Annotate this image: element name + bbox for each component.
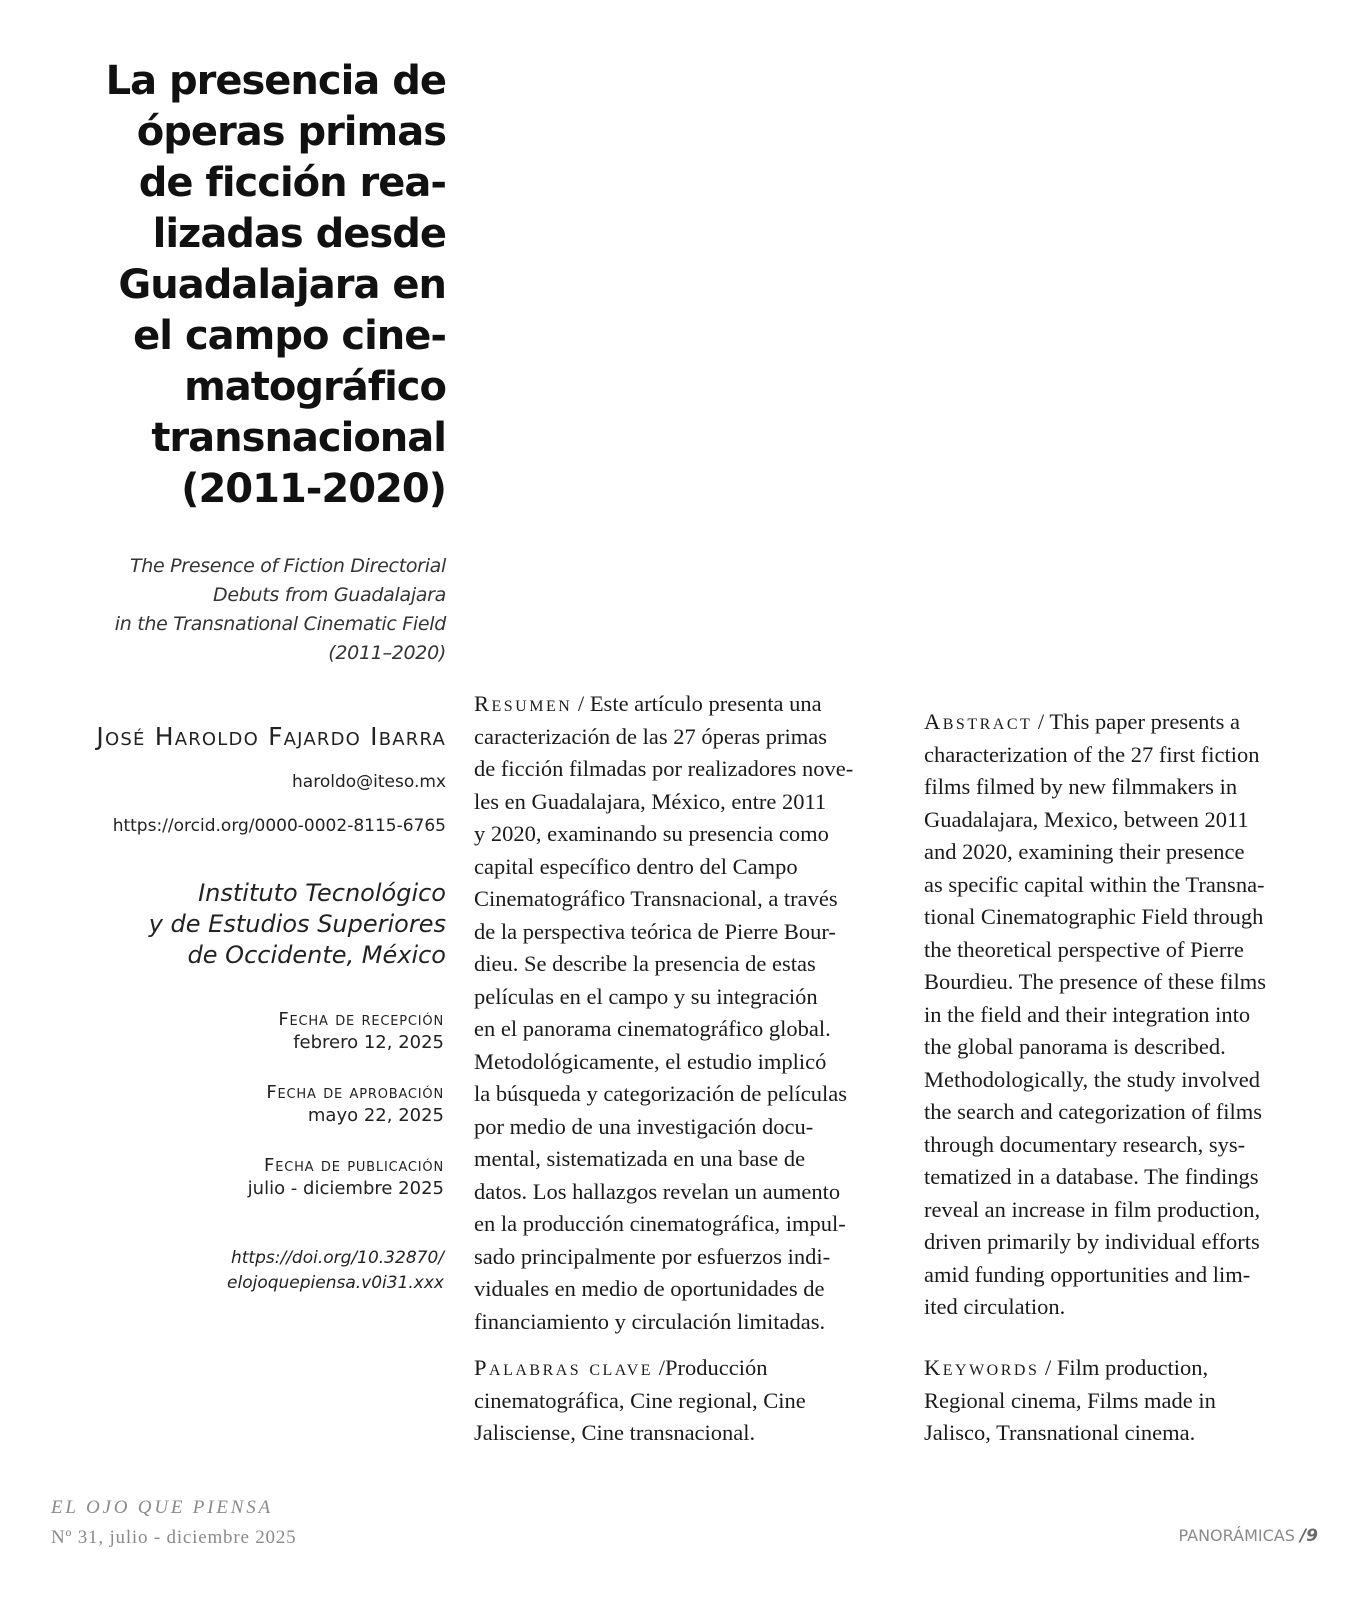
palabras-clave-section xyxy=(474,1352,914,1450)
abstract-line: tional Cinematographic Field through xyxy=(924,904,1264,929)
date-label: Fecha de publicación xyxy=(264,1155,444,1176)
author-affiliation xyxy=(40,878,446,971)
published-date xyxy=(40,1154,444,1201)
heading-separator: / xyxy=(1032,709,1050,734)
abstract-heading: Abstract xyxy=(924,709,1033,734)
title-line: (2011-2020) xyxy=(181,466,446,512)
title-line: La presencia de xyxy=(105,58,446,104)
resumen-line: capital específico dentro del Campo xyxy=(474,853,798,879)
doi-link[interactable] xyxy=(40,1246,444,1296)
affiliation-line: y de Estudios Superiores xyxy=(148,910,446,938)
resumen-line: por medio de una investigación docu- xyxy=(474,1113,814,1139)
title-line: transnacional xyxy=(151,415,446,461)
journal-name: EL OJO QUE PIENSA xyxy=(51,1497,273,1518)
abstract-line: This paper presents a xyxy=(1049,709,1240,734)
abstract-line: amid funding opportunities and lim- xyxy=(924,1261,1251,1287)
date-value: febrero 12, 2025 xyxy=(293,1032,444,1053)
publication-dates xyxy=(40,1008,444,1227)
orcid-link[interactable]: https://orcid.org/0000-0002-8115-6765 xyxy=(112,816,446,836)
subtitle-line: The Presence of Fiction Directorial xyxy=(129,555,446,577)
abstract-line: the global panorama is described. xyxy=(924,1034,1226,1059)
doi-line[interactable]: elojoquepiensa.v0i31.xxx xyxy=(227,1273,444,1293)
resumen-section xyxy=(474,688,914,1338)
doi-line[interactable]: https://doi.org/10.32870/ xyxy=(230,1248,444,1268)
abstract-line: in the field and their integration into xyxy=(924,1001,1251,1027)
abstract-line: the search and categorization of films xyxy=(924,1099,1262,1124)
affiliation-line: Instituto Tecnológico xyxy=(198,879,446,907)
resumen-line: de la perspectiva teórica de Pierre Bour- xyxy=(474,918,836,944)
resumen-line: Cinematográfico Transnacional, a través xyxy=(474,886,838,911)
keywords-heading: Keywords xyxy=(924,1355,1040,1380)
resumen-line: Metodológicamente, el estudio implicó xyxy=(474,1048,827,1074)
resumen-line: de ficción filmadas por realizadores nove- xyxy=(474,756,854,781)
resumen-heading: Resumen xyxy=(474,691,573,716)
resumen-line: en el panorama cinematográfico global. xyxy=(474,1016,831,1041)
title-line: Guadalajara en xyxy=(118,262,446,308)
resumen-line: financiamiento y circulación limitadas. xyxy=(474,1308,826,1334)
heading-separator: / xyxy=(1039,1355,1057,1380)
abstract-line: films filmed by new filmmakers in xyxy=(924,774,1238,799)
date-value: mayo 22, 2025 xyxy=(307,1105,444,1126)
section-page-footer xyxy=(1179,1526,1318,1546)
abstract-line: Bourdieu. The presence of these films xyxy=(924,969,1266,994)
keywords-line: Regional cinema, Films made in xyxy=(924,1387,1216,1413)
article-title xyxy=(40,56,446,515)
abstract-line: and 2020, examining their presence xyxy=(924,839,1245,864)
abstract-line: reveal an increase in film production, xyxy=(924,1196,1261,1222)
palabras-clave-line: cinematográfica, Cine regional, Cine xyxy=(474,1387,806,1413)
palabras-clave-heading: Palabras clave xyxy=(474,1355,654,1380)
title-line: matográfico xyxy=(184,364,446,410)
title-line: de ficción rea- xyxy=(138,160,446,206)
keywords-first-line xyxy=(924,1352,1346,1385)
resumen-line: les en Guadalajara, México, entre 2011 xyxy=(474,788,827,814)
resumen-line: en la producción cinematográfica, impul- xyxy=(474,1211,846,1236)
received-date xyxy=(40,1008,444,1055)
resumen-line: películas en el campo y su integración xyxy=(474,983,818,1009)
resumen-line: y 2020, examinando su presencia como xyxy=(474,821,829,846)
abstract-line: driven primarily by individual efforts xyxy=(924,1229,1260,1254)
title-line: el campo cine- xyxy=(133,313,446,359)
palabras-clave-line: Jalisciense, Cine transnacional. xyxy=(474,1420,756,1445)
abstract-line: Methodologically, the study involved xyxy=(924,1066,1260,1092)
keywords-section xyxy=(924,1352,1346,1450)
resumen-line: dieu. Se describe la presencia de estas xyxy=(474,951,816,976)
abstract-line: as specific capital within the Transna- xyxy=(924,871,1265,897)
section-name: PANORÁMICAS xyxy=(1178,1526,1300,1545)
abstract-section xyxy=(924,706,1346,1324)
abstract-first-line xyxy=(924,706,1346,739)
heading-separator: / xyxy=(653,1355,665,1380)
english-title xyxy=(40,552,446,668)
palabras-clave-first-line xyxy=(474,1352,914,1385)
resumen-line: caracterización de las 27 óperas primas xyxy=(474,723,827,749)
resumen-line: la búsqueda y categorización de películas xyxy=(474,1081,847,1106)
date-value: julio - diciembre 2025 xyxy=(247,1178,444,1199)
affiliation-line: de Occidente, México xyxy=(187,941,446,969)
resumen-first-line xyxy=(474,688,914,721)
title-line: óperas primas xyxy=(136,109,446,155)
subtitle-line: (2011–2020) xyxy=(328,642,446,664)
title-line: lizadas desde xyxy=(152,211,446,257)
abstract-line: the theoretical perspective of Pierre xyxy=(924,936,1244,962)
journal-issue: Nº 31, julio - diciembre 2025 xyxy=(51,1527,297,1548)
abstract-line: ited circulation. xyxy=(924,1294,1066,1319)
subtitle-line: in the Transnational Cinematic Field xyxy=(114,613,446,635)
keywords-line: Film production, xyxy=(1056,1355,1209,1380)
resumen-line: mental, sistematizada en una base de xyxy=(474,1146,806,1171)
date-label: Fecha de aprobación xyxy=(266,1082,444,1103)
date-label: Fecha de recepción xyxy=(278,1009,444,1030)
abstract-line: tematized in a database. The findings xyxy=(924,1164,1259,1189)
resumen-line: Este artículo presenta una xyxy=(589,691,822,716)
abstract-line: through documentary research, sys- xyxy=(924,1131,1246,1157)
abstract-line: characterization of the 27 first fiction xyxy=(924,741,1260,767)
subtitle-line: Debuts from Guadalajara xyxy=(213,584,446,606)
resumen-line: datos. Los hallazgos revelan un aumento xyxy=(474,1178,841,1204)
heading-separator: / xyxy=(572,691,590,716)
author-name: José Haroldo Fajardo Ibarra xyxy=(96,722,446,751)
palabras-clave-line: Producción xyxy=(664,1355,768,1380)
author-email[interactable]: haroldo@iteso.mx xyxy=(292,772,446,792)
abstract-line: Guadalajara, Mexico, between 2011 xyxy=(924,806,1249,832)
page-number: /9 xyxy=(1299,1526,1318,1546)
resumen-line: sado principalmente por esfuerzos indi- xyxy=(474,1243,831,1269)
keywords-line: Jalisco, Transnational cinema. xyxy=(924,1420,1196,1445)
resumen-line: viduales en medio de oportunidades de xyxy=(474,1276,825,1301)
approved-date xyxy=(40,1081,444,1128)
